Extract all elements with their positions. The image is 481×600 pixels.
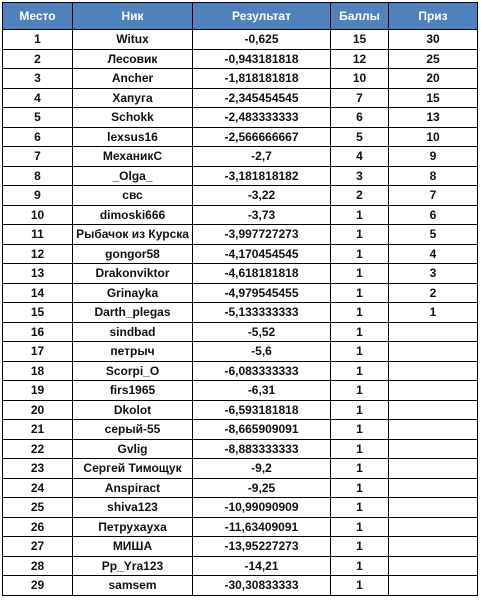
- cell-nick: Scorpi_O: [73, 361, 193, 381]
- cell-place: 6: [3, 127, 73, 147]
- cell-points: 1: [331, 556, 389, 576]
- header-row: [3, 3, 478, 30]
- cell-points: 2: [331, 186, 389, 206]
- cell-prize: [389, 361, 478, 381]
- cell-points: 1: [331, 303, 389, 323]
- header-place: Место: [3, 3, 73, 30]
- cell-nick: Петрухауха: [73, 517, 193, 537]
- cell-place: 18: [3, 361, 73, 381]
- cell-points: 15: [331, 30, 389, 50]
- cell-place: 10: [3, 205, 73, 225]
- table-row: [3, 400, 478, 420]
- cell-prize: 15: [389, 88, 478, 108]
- cell-nick: Darth_plegas: [73, 303, 193, 323]
- cell-nick: Anspiract: [73, 478, 193, 498]
- header-points: Баллы: [331, 3, 389, 30]
- header-result: Результат: [193, 3, 331, 30]
- cell-prize: [389, 439, 478, 459]
- cell-nick: петрыч: [73, 342, 193, 362]
- cell-place: 14: [3, 283, 73, 303]
- cell-nick: Хапуга: [73, 88, 193, 108]
- cell-nick: Witux: [73, 30, 193, 50]
- table-row: [3, 186, 478, 206]
- cell-points: 4: [331, 147, 389, 167]
- cell-points: 7: [331, 88, 389, 108]
- cell-points: 1: [331, 381, 389, 401]
- cell-result: -6,083333333: [193, 361, 331, 381]
- cell-prize: 6: [389, 205, 478, 225]
- table-row: [3, 225, 478, 245]
- cell-result: -3,22: [193, 186, 331, 206]
- cell-prize: 7: [389, 186, 478, 206]
- cell-points: 1: [331, 244, 389, 264]
- table-row: [3, 361, 478, 381]
- cell-result: -5,133333333: [193, 303, 331, 323]
- cell-prize: 1: [389, 303, 478, 323]
- table-row: [3, 420, 478, 440]
- cell-nick: Ancher: [73, 69, 193, 89]
- cell-result: -30,30833333: [193, 576, 331, 596]
- table-row: [3, 303, 478, 323]
- cell-prize: [389, 400, 478, 420]
- cell-nick: shiva123: [73, 498, 193, 518]
- cell-place: 22: [3, 439, 73, 459]
- cell-prize: 25: [389, 49, 478, 69]
- cell-place: 3: [3, 69, 73, 89]
- cell-nick: Сергей Тимощук: [73, 459, 193, 479]
- cell-place: 21: [3, 420, 73, 440]
- cell-nick: Gvlig: [73, 439, 193, 459]
- cell-points: 1: [331, 205, 389, 225]
- table-row: [3, 576, 478, 596]
- table-row: [3, 439, 478, 459]
- cell-points: 1: [331, 439, 389, 459]
- cell-nick: Grinayka: [73, 283, 193, 303]
- cell-prize: 30: [389, 30, 478, 50]
- cell-points: 6: [331, 108, 389, 128]
- cell-place: 27: [3, 537, 73, 557]
- cell-prize: [389, 342, 478, 362]
- cell-result: -6,31: [193, 381, 331, 401]
- cell-nick: Dkolot: [73, 400, 193, 420]
- cell-prize: [389, 517, 478, 537]
- cell-points: 1: [331, 459, 389, 479]
- cell-points: 1: [331, 517, 389, 537]
- cell-place: 5: [3, 108, 73, 128]
- table-row: [3, 322, 478, 342]
- cell-points: 3: [331, 166, 389, 186]
- cell-nick: свс: [73, 186, 193, 206]
- cell-result: -3,73: [193, 205, 331, 225]
- cell-points: 1: [331, 322, 389, 342]
- table-row: [3, 147, 478, 167]
- cell-points: 1: [331, 361, 389, 381]
- cell-result: -8,883333333: [193, 439, 331, 459]
- table-row: [3, 49, 478, 69]
- cell-points: 1: [331, 264, 389, 284]
- cell-prize: 13: [389, 108, 478, 128]
- cell-prize: 3: [389, 264, 478, 284]
- header-nick: Ник: [73, 3, 193, 30]
- cell-prize: 2: [389, 283, 478, 303]
- cell-points: 1: [331, 420, 389, 440]
- cell-prize: [389, 576, 478, 596]
- cell-result: -14,21: [193, 556, 331, 576]
- cell-place: 12: [3, 244, 73, 264]
- cell-result: -4,170454545: [193, 244, 331, 264]
- cell-prize: [389, 322, 478, 342]
- cell-points: 1: [331, 342, 389, 362]
- table-row: [3, 205, 478, 225]
- cell-result: -5,52: [193, 322, 331, 342]
- table-row: [3, 69, 478, 89]
- cell-nick: серый-55: [73, 420, 193, 440]
- cell-prize: [389, 556, 478, 576]
- cell-prize: 10: [389, 127, 478, 147]
- table-row: [3, 108, 478, 128]
- cell-points: 1: [331, 225, 389, 245]
- table-row: [3, 30, 478, 50]
- cell-result: -0,625: [193, 30, 331, 50]
- cell-nick: Schokk: [73, 108, 193, 128]
- cell-result: -11,63409091: [193, 517, 331, 537]
- table-row: [3, 537, 478, 557]
- cell-result: -4,979545455: [193, 283, 331, 303]
- cell-nick: Лесовик: [73, 49, 193, 69]
- cell-prize: [389, 478, 478, 498]
- cell-nick: gongor58: [73, 244, 193, 264]
- cell-points: 1: [331, 537, 389, 557]
- cell-result: -2,483333333: [193, 108, 331, 128]
- cell-place: 24: [3, 478, 73, 498]
- cell-result: -9,2: [193, 459, 331, 479]
- cell-points: 1: [331, 498, 389, 518]
- cell-result: -8,665909091: [193, 420, 331, 440]
- cell-points: 1: [331, 283, 389, 303]
- cell-nick: sindbad: [73, 322, 193, 342]
- cell-place: 15: [3, 303, 73, 323]
- table-row: [3, 517, 478, 537]
- table-row: [3, 459, 478, 479]
- cell-place: 16: [3, 322, 73, 342]
- cell-place: 4: [3, 88, 73, 108]
- header-prize: Приз: [389, 3, 478, 30]
- cell-place: 2: [3, 49, 73, 69]
- cell-place: 13: [3, 264, 73, 284]
- cell-points: 1: [331, 576, 389, 596]
- table-row: [3, 244, 478, 264]
- cell-nick: МИША: [73, 537, 193, 557]
- cell-nick: lexsus16: [73, 127, 193, 147]
- cell-result: -2,345454545: [193, 88, 331, 108]
- cell-place: 23: [3, 459, 73, 479]
- cell-place: 25: [3, 498, 73, 518]
- cell-result: -0,943181818: [193, 49, 331, 69]
- cell-place: 26: [3, 517, 73, 537]
- cell-prize: 5: [389, 225, 478, 245]
- cell-nick: _Olga_: [73, 166, 193, 186]
- results-table: [2, 2, 478, 596]
- cell-result: -4,618181818: [193, 264, 331, 284]
- table-row: [3, 478, 478, 498]
- results-body: [3, 30, 478, 596]
- cell-place: 20: [3, 400, 73, 420]
- table-row: [3, 556, 478, 576]
- cell-points: 1: [331, 478, 389, 498]
- cell-place: 28: [3, 556, 73, 576]
- cell-result: -6,593181818: [193, 400, 331, 420]
- cell-nick: МеханикС: [73, 147, 193, 167]
- cell-place: 8: [3, 166, 73, 186]
- cell-result: -3,181818182: [193, 166, 331, 186]
- cell-place: 7: [3, 147, 73, 167]
- cell-result: -2,7: [193, 147, 331, 167]
- cell-result: -1,818181818: [193, 69, 331, 89]
- table-row: [3, 264, 478, 284]
- cell-prize: [389, 459, 478, 479]
- cell-points: 10: [331, 69, 389, 89]
- table-row: [3, 381, 478, 401]
- cell-result: -5,6: [193, 342, 331, 362]
- cell-points: 12: [331, 49, 389, 69]
- cell-prize: 8: [389, 166, 478, 186]
- cell-prize: [389, 537, 478, 557]
- table-row: [3, 498, 478, 518]
- cell-prize: [389, 498, 478, 518]
- cell-result: -2,566666667: [193, 127, 331, 147]
- cell-prize: 9: [389, 147, 478, 167]
- cell-result: -13,95227273: [193, 537, 331, 557]
- cell-place: 1: [3, 30, 73, 50]
- cell-nick: Drakonviktor: [73, 264, 193, 284]
- cell-nick: dimoski666: [73, 205, 193, 225]
- cell-place: 9: [3, 186, 73, 206]
- table-row: [3, 88, 478, 108]
- cell-prize: 4: [389, 244, 478, 264]
- cell-place: 17: [3, 342, 73, 362]
- cell-points: 1: [331, 400, 389, 420]
- cell-nick: Рыбачок из Курска: [73, 225, 193, 245]
- cell-result: -3,997727273: [193, 225, 331, 245]
- cell-result: -10,99090909: [193, 498, 331, 518]
- cell-place: 19: [3, 381, 73, 401]
- table-row: [3, 127, 478, 147]
- cell-nick: samsem: [73, 576, 193, 596]
- table-row: [3, 166, 478, 186]
- cell-result: -9,25: [193, 478, 331, 498]
- cell-prize: [389, 381, 478, 401]
- table-row: [3, 342, 478, 362]
- cell-nick: firs1965: [73, 381, 193, 401]
- cell-prize: 20: [389, 69, 478, 89]
- cell-place: 29: [3, 576, 73, 596]
- cell-place: 11: [3, 225, 73, 245]
- cell-prize: [389, 420, 478, 440]
- cell-nick: Pp_Yra123: [73, 556, 193, 576]
- cell-points: 5: [331, 127, 389, 147]
- table-row: [3, 283, 478, 303]
